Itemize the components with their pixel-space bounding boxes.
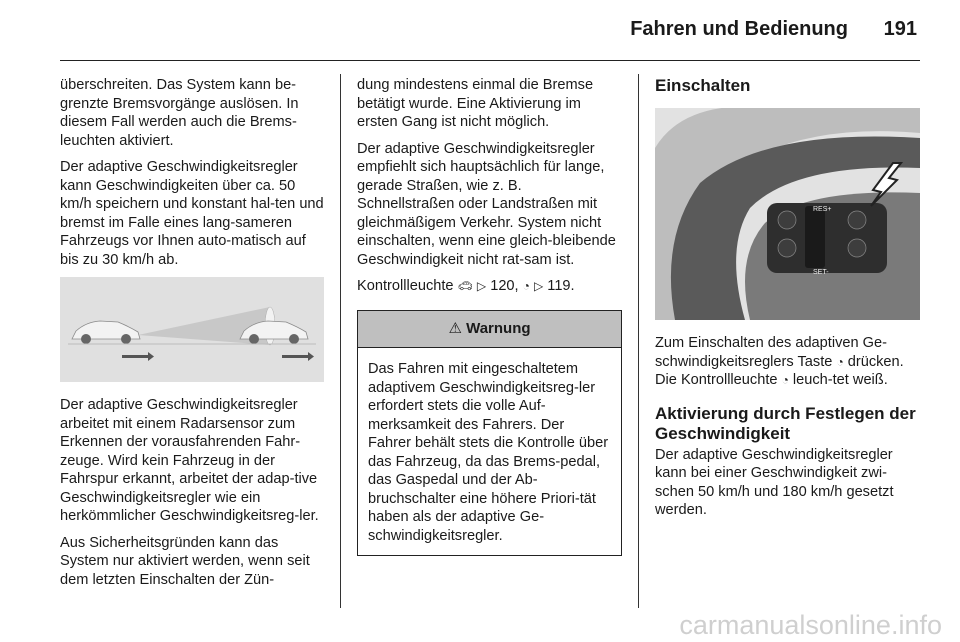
warning-header [358, 311, 621, 349]
page-title: Fahren und Bedienung [630, 18, 848, 40]
paragraph: überschreiten. Das System kann be-grenzte Bremsvorgänge auslösen. In diesem Fall werden auch die Brems-leuchten aktiviert. [60, 77, 299, 149]
paragraph: Zum Einschalten des adaptiven Ge-schwindigkeitsreglers Taste ◔ drücken. Die Kontrollleuchte ◔ leuch-tet weiß. [655, 335, 904, 388]
column-divider [340, 74, 341, 608]
cruise-control-icon: ◔ [836, 354, 844, 369]
steering-wheel-illustration [655, 108, 920, 320]
arrow-ref-icon: ▷ [476, 279, 487, 293]
page-number: 191 [883, 18, 917, 40]
warning-triangle-icon: ⚠︎ [448, 319, 462, 337]
paragraph: Der adaptive Geschwindigkeitsregler empfiehlt sich hauptsächlich für lange, gerade Straßen, wie z. B. Schnellstraßen oder Landstraßen mit gleichmäßigem Verkehr. System nicht einschalten, wenn eine gleich-bleibende Geschwindigkeit nicht rat-sam ist. [357, 140, 616, 268]
steering-wheel-image [655, 108, 920, 320]
paragraph: dung mindestens einmal die Bremse betätigt wurde. Eine Aktivierung im ersten Gang ist nicht möglich. [357, 77, 594, 130]
paragraph: Aus Sicherheitsgründen kann das System nur aktiviert werden, wenn seit dem letzten Einschalten der Zün- [60, 534, 310, 588]
section-heading: Einschalten [655, 76, 751, 95]
set-label: SET- [813, 269, 829, 276]
warning-text: Das Fahren mit eingeschaltetem adaptivem Geschwindigkeitsreg-ler erfordert stets die volle Auf-merksamkeit des Fahrers. Der Fahrer behält stets die Kontrolle über das Fahrzeug, da das Brems-pedal, das Gaspedal und der Ab-bruchschalter eine höhere Priori-tät haben als der adaptive Ge-schwindigkeitsregler. [368, 361, 609, 544]
paragraph: Der adaptive Geschwindigkeitsregler kann Geschwindigkeiten über ca. 50 km/h speichern und konstant hal-ten und bremst im Falle eines lang-sameren Fahrzeugs vor Ihnen auto-matisch auf bis zu 30 km/h ab. [60, 159, 324, 268]
res-label: RES+ [813, 206, 832, 213]
kontroll-label: Kontrollleuchte [357, 278, 454, 294]
column-1 [60, 76, 324, 597]
paragraph: Der adaptive Geschwindigkeitsregler kann bei einer Geschwindigkeit zwi-schen 50 km/h und 180 km/h gesetzt werden. [655, 446, 894, 518]
page-ref: 119. [547, 278, 575, 294]
indicator-reference [357, 277, 622, 296]
subsection-heading: Aktivierung durch Festlegen der Geschwindigkeit [655, 403, 916, 443]
arrow-ref-icon: ▷ [533, 279, 544, 293]
column-divider [638, 74, 639, 608]
column-2 [357, 76, 622, 556]
page-header [0, 0, 960, 60]
watermark: carmanualsonline.info [679, 610, 942, 640]
warning-title: Warnung [466, 319, 531, 337]
cruise-control-icon: ◔ [781, 373, 789, 387]
radar-diagram [60, 277, 324, 382]
radar-illustration [60, 277, 324, 382]
car-icon: 🚗︎ [457, 279, 473, 293]
warning-box [357, 310, 622, 557]
page-ref: 120, [490, 278, 519, 294]
column-3 [655, 76, 920, 528]
cruise-control-icon: ◔ [522, 279, 530, 293]
header-rule [60, 60, 920, 61]
paragraph: Der adaptive Geschwindigkeitsregler arbeitet mit einem Radarsensor zum Erkennen der vorausfahrenden Fahr-zeuge. Wird kein Fahrzeug in der Fahrspur erkannt, arbeitet der adap-tive Geschwindigkeitsregler wie ein herkömmlicher Geschwindigkeitsreg-ler. [60, 397, 319, 524]
